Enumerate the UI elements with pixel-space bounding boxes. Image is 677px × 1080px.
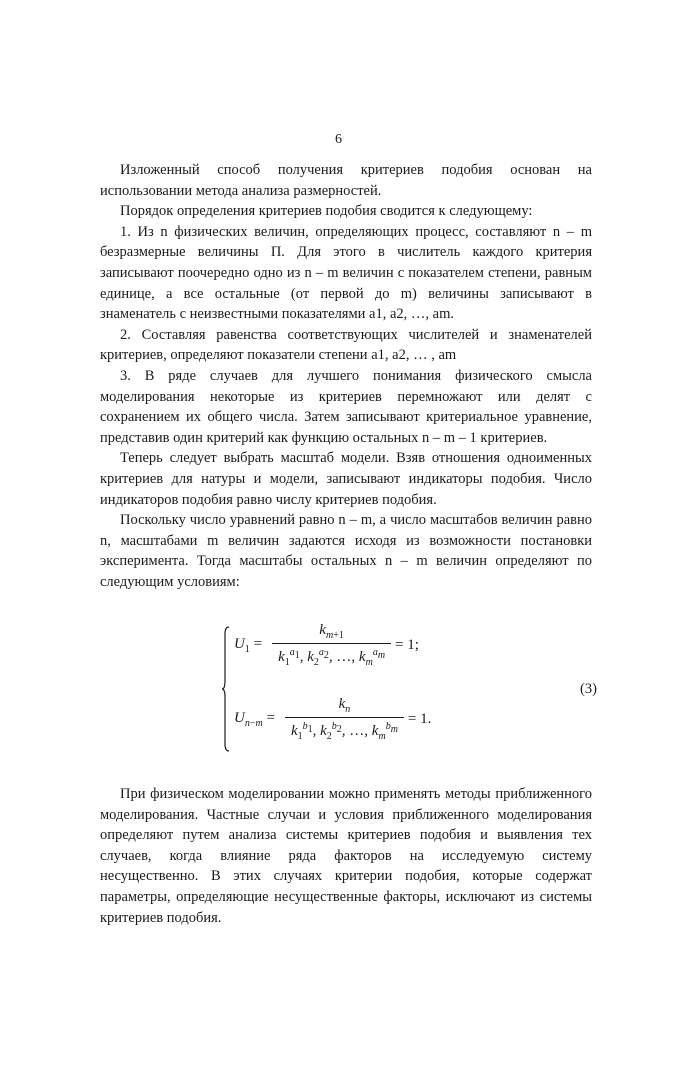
- equation-unm-lhs: $U_{n-m}$ =: [234, 709, 275, 729]
- paragraph-step-3: 3. В ряде случаев для лучшего понимания физического смысла моделирования некоторые из критериев перемножают или делят с сохранением их общего числа. Затем записывают критериальное уравнение, представив один критерий как функцию остальных n – m – 1 критериев.: [100, 367, 592, 446]
- left-brace: [222, 626, 230, 752]
- equation-unm: [234, 696, 431, 742]
- equation-unm-fraction: [285, 696, 404, 742]
- paragraph-step-2: 2. Составляя равенства соответствующих числителей и знаменателей критериев, определяют показатели степени a1, a2, … , am: [100, 326, 592, 364]
- equation-u1-lhs: $U_1$ =: [234, 635, 263, 655]
- paragraph-step-1: 1. Из n физических величин, определяющих процесс, составляют n – m безразмерные величины П. Для этого в числитель каждого критерия записывают поочередно одно из n – m величин с показателем степени, равным единице, а все остальные (от первой до m) величины записывают в знаменатель с неизвестными показателями a1, a2, …, am.: [100, 223, 592, 323]
- paragraph-order: Порядок определения критериев подобия сводится к следующему:: [120, 203, 533, 220]
- body-text-top: [100, 160, 592, 592]
- equation-u1-fraction: [272, 622, 391, 668]
- equation-unm-numerator: $k_n$: [338, 696, 351, 715]
- equation-system: [222, 618, 602, 758]
- body-text-bottom: [100, 784, 592, 928]
- equation-u1-rhs: = 1;: [395, 636, 419, 653]
- equation-u1-denominator: $k_1^{a_1}$, $k_2^{a_2}$, …, $k_m^{a_m}$: [272, 643, 391, 668]
- equation-unm-rhs: = 1.: [407, 710, 432, 727]
- equation-u1-numerator: $k_{m+1}$: [319, 622, 344, 641]
- page-number: 6: [335, 132, 342, 147]
- equation-u1: [234, 622, 419, 668]
- paragraph-conditions: Поскольку число уравнений равно n – m, а число масштабов величин равно n, масштабами m величин задаются исходя из возможности постановки эксперимента. Тогда масштабы остальных n – m величин определяют по следующим условиям:: [100, 512, 592, 590]
- equation-number: (3): [580, 681, 597, 697]
- paragraph-approximate-modeling: При физическом моделировании можно применять методы приближенного моделирования. Частные случаи и условия приближенного моделирования определяют путем анализа системы критериев подобия и выявления тех случаев, когда влияние ряда факторов на исследуемую систему несущественно. В этих случаях критерии подобия, которые содержат параметры, определяющие несущественные факторы, исключают из системы критериев подобия.: [100, 786, 592, 926]
- equation-unm-denominator: $k_1^{b_1}$, $k_2^{b_2}$, …, $k_m^{b_m}$: [285, 717, 404, 742]
- paragraph-intro: Изложенный способ получения критериев подобия основан на использовании метода анализа размерностей.: [100, 162, 592, 199]
- paragraph-scale: Теперь следует выбрать масштаб модели. Взяв отношения одноименных критериев для натуры и модели, записывают индикаторы подобия. Число индикаторов подобия равно числу критериев подобия.: [100, 450, 592, 508]
